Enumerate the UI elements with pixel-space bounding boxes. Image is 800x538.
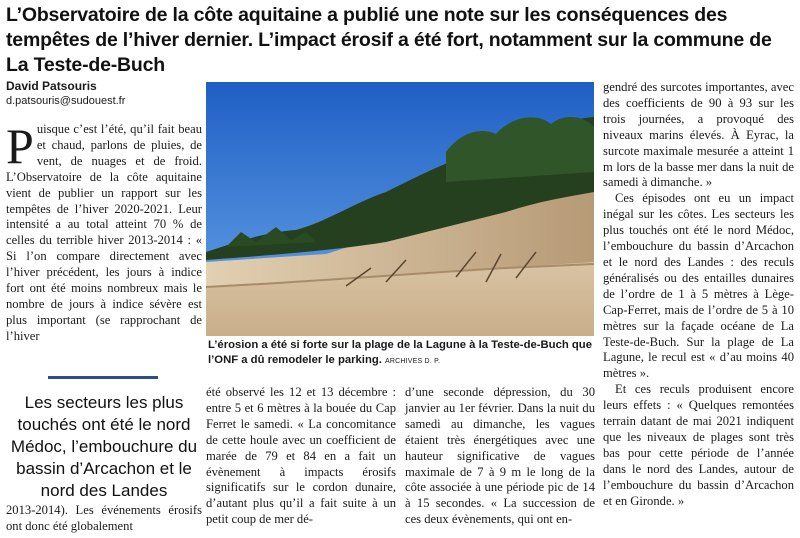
headline: L’Observatoire de la côte aquitaine a publié une note sur les conséquences des tempêtes de l’hiver dernier. L’impact érosif a été fort, notamment sur la commune de La Teste-de-Buch xyxy=(6,4,772,76)
column-3-text: d’une seconde dépression, du 30 janvier au 1er février. Dans la nuit du samedi au dimanche, les vagues étaient très énergétiques avec une hauteur significative de vagues maximale de 7 à 9 m le long de la côte associée à une période pic de 14 à 15 secondes. « La succession de ces deux évènements, qui ont en- xyxy=(405,385,595,527)
column-1-text: uisque c’est l’été, qu’il fait beau et chaud, parlons de pluies, de vent, de nuages et de froid. L’Observatoire de la côte aquitaine vient de publier un rapport sur les tempêtes de l’hiver 2020-2021. Leur intensité a au total atteint 70 % de celles du terrible hiver 2013-2014 : « Si l’on compare directement avec l’hiver précédent, les jours à indice fort ont été moins nombreux mais le nombre de jours à indice sévère est plus important (se rapprochant de l’hiver xyxy=(6,122,202,343)
beach-erosion-image xyxy=(206,82,594,336)
pullquote-rule xyxy=(48,376,158,379)
photo-caption xyxy=(208,338,594,369)
author-email[interactable]: d.patsouris@sudouest.fr xyxy=(6,95,126,107)
author-name: David Patsouris xyxy=(6,79,97,93)
column-1-bottom xyxy=(6,503,202,535)
column-3 xyxy=(405,385,595,528)
column-1 xyxy=(6,118,202,345)
column-2-text: été observé les 12 et 13 décembre : entre 5 et 6 mètres à la bouée du Cap Ferret le samedi. « La concomitance de cette houle avec un coefficient de marée de 79 et 84 en a fait un évènement à impacts érosifs significatifs sur le cordon dunaire, d’autant plus qu’il a fait suite à un petit coup de mer dé- xyxy=(206,385,396,527)
photo-credit: ARCHIVES D. P. xyxy=(385,358,441,365)
pullquote: Les secteurs les plus touchés ont été le nord Médoc, l’embouchure du bassin d’Arcachon et le nord des Landes xyxy=(10,393,198,500)
beach-erosion-photo xyxy=(206,82,594,336)
column-4-para-1: gendré des surcotes importantes, avec des coefficients de 90 à 93 sur les trois journées, a provoqué des niveaux marins élevés. À Eyrac, la surcote maximale mesurée a atteint 1 m lors de la basse mer dans la nuit de samedi à dimanche. » xyxy=(603,80,794,190)
byline xyxy=(6,79,202,108)
column-1-bottom-text: 2013-2014). Les événements érosifs ont donc été globalement xyxy=(6,503,202,533)
column-4-para-3: Et ces reculs produisent encore leurs effets : « Quelques remontées terrain datant de mai 2021 indiquent que les niveaux de plages sont très bas pour cette période de l’année dans le nord des Landes, autour de l’embouchure du bassin d’Arcachon et en Gironde. » xyxy=(603,382,794,508)
drop-cap: P xyxy=(6,118,34,174)
column-4 xyxy=(603,80,794,509)
column-4-para-2: Ces épisodes ont eu un impact inégal sur les côtes. Les secteurs les plus touchés ont été le nord Médoc, l’embouchure du bassin d’Arcachon et le nord des Landes : des reculs généralisés ou des entailles dunaires de l’ordre de 1 à 5 mètres à Lège-Cap-Ferret, mais de l’ordre de 5 à 10 mètres sur la façade océane de La Teste-de-Buch. Sur la plage de La Lagune, le recul est « d’au moins 40 mètres ». xyxy=(603,191,794,381)
photo-caption-text: L’érosion a été si forte sur la plage de la Lagune à la Teste-de-Buch que l’ONF a dû remodeler le parking. xyxy=(208,339,592,366)
column-2 xyxy=(206,385,396,528)
